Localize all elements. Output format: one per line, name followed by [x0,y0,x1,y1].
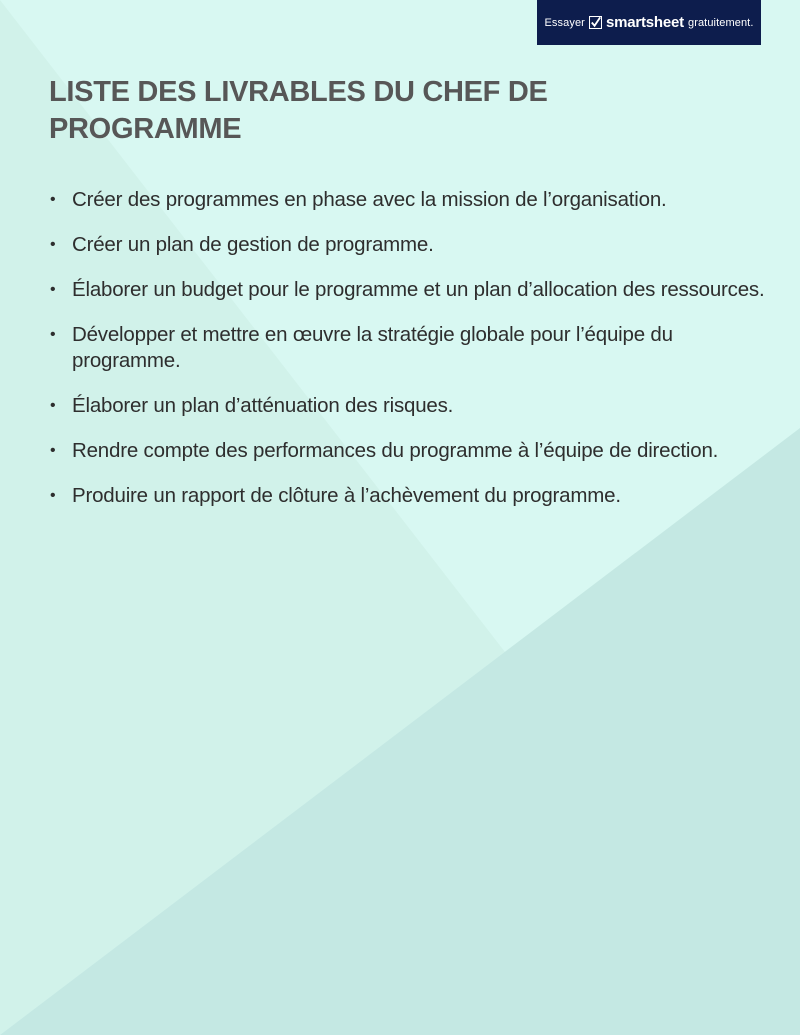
list-item-text: Élaborer un plan d’atténuation des risques. [72,394,454,417]
list-item-text: Rendre compte des performances du programme à l’équipe de direction. [72,439,719,462]
banner-prefix: Essayer [544,16,585,29]
bullet-icon: • [50,191,56,208]
list-item [50,322,770,374]
bullet-icon: • [50,487,56,504]
list-item-text: Produire un rapport de clôture à l’achèvement du programme. [72,484,621,507]
bullet-icon: • [50,442,56,459]
bullet-icon: • [50,281,56,298]
checkmark-icon [589,16,602,29]
list-item [50,187,770,213]
page-title: LISTE DES LIVRABLES DU CHEF DE PROGRAMME [49,76,548,145]
list-item-text: Développer et mettre en œuvre la stratégie globale pour l’équipe du programme. [72,323,673,372]
list-item [50,483,770,509]
try-smartsheet-banner[interactable] [537,0,761,45]
list-item-text: Créer des programmes en phase avec la mission de l’organisation. [72,188,667,211]
list-item [50,232,770,258]
bullet-icon: • [50,236,56,253]
list-item [50,277,770,303]
banner-brand: smartsheet [605,14,684,31]
list-item-text: Élaborer un budget pour le programme et un plan d’allocation des ressources. [72,278,765,301]
list-item [50,393,770,419]
bullet-icon: • [50,326,56,343]
list-item-text: Créer un plan de gestion de programme. [72,233,434,256]
banner-suffix: gratuitement. [687,16,754,29]
list-item [50,438,770,464]
bullet-icon: • [50,397,56,414]
deliverables-list [50,187,770,528]
